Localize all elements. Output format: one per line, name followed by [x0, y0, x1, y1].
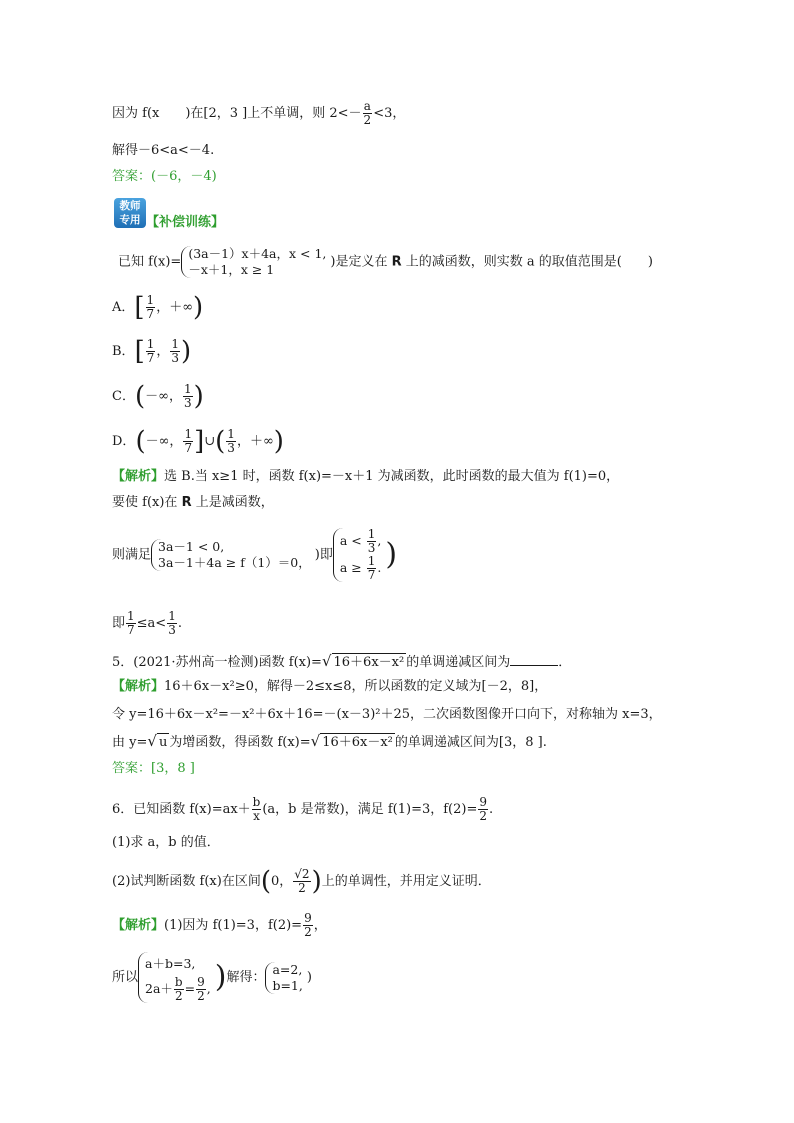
- solution-conclusion: 即 $\frac{1}{7}$ ≤a< $\frac{1}{3}$ .: [112, 609, 182, 637]
- solution-line-1: 【解析】选 B.当 x≥1 时，函数 f(x)=－x＋1 为减函数，此时函数的最大值为 f(1)=0，: [112, 469, 620, 484]
- supplementary-training-heading: 【补偿训练】: [146, 215, 225, 230]
- paragraph-monotonic-condition: 因为 f(x )在[2，3 ]上不单调，则 2<－ $\frac{a}{2}$ <3，: [112, 99, 406, 127]
- solution-5-line-3: 由 y=√ u 为增函数，得函数 f(x)=√ 16＋6x－x² 的单调递减区间为[3，8 ].: [112, 732, 547, 750]
- option-b[interactable]: B．[ $\frac{1}{7}$ ， $\frac{1}{3}$ ): [112, 336, 192, 367]
- question-6-part-2: (2)试判断函数 f(x)在区间(0， $\frac{√2}{2}$ )上的单调性，并用定义证明．: [112, 866, 491, 897]
- solution-line-2: 要使 f(x)在 R 上是减函数，: [112, 495, 274, 510]
- question-6-part-1: (1)求 a，b 的值．: [112, 835, 220, 850]
- solution-6-line-1: 【解析】(1)因为 f(1)=3，f(2)= $\frac{9}{2}$ ，: [112, 911, 327, 939]
- question-6: 6．已知函数 f(x)=ax＋ $\frac{b}{x}$ (a，b 是常数)，满足 f(1)=3，f(2)= $\frac{9}{2}$ .: [112, 795, 494, 823]
- question-5: 5．(2021·苏州高一检测)函数 f(x)=√ 16＋6x－x² 的单调递减区间为 ．: [112, 652, 572, 670]
- option-c[interactable]: C．(－∞， $\frac{1}{3}$ ): [112, 381, 204, 412]
- solution-system: 则满足 3a－1 < 0, 3a－1＋4a ≥ f（1）＝0， )即 a < $\frac{1}{3}$ , a ≥ $\frac{1}{7}$ . ): [112, 527, 398, 582]
- teacher-only-badge: 教师 专用: [114, 198, 146, 228]
- option-d[interactable]: D．(－∞， $\frac{1}{7}$ ]∪( $\frac{1}{3}$ ，＋∞): [112, 426, 284, 457]
- question-piecewise: 已知 f(x)= (3a－1）x＋4a，x < 1, －x＋1，x ≥ 1 )是定义在 R 上的减函数，则实数 a 的取值范围是( ): [118, 246, 653, 277]
- solution-6-system: 所以 a＋b=3, 2a＋ $\frac{b}{2}$ = $\frac{9}{2}$ , )解得： a=2, b=1, ): [112, 952, 312, 1003]
- answer-line: 答案：(－6，－4): [112, 169, 217, 184]
- answer-blank[interactable]: [510, 653, 558, 666]
- piecewise-brace: (3a－1）x＋4a，x < 1, －x＋1，x ≥ 1: [181, 246, 330, 278]
- paragraph-solve-result: 解得－6<a<－4.: [112, 143, 215, 158]
- solution-5-line-2: 令 y=16＋6x－x²=－x²＋6x＋16=－(x－3)²＋25，二次函数图像开口向下，对称轴为 x=3，: [112, 707, 662, 722]
- solution-5-line-1: 【解析】16＋6x－x²≥0，解得－2≤x≤8，所以函数的定义域为[－2，8]，: [112, 679, 548, 694]
- option-a[interactable]: A．[ $\frac{1}{7}$ ，＋∞): [112, 292, 204, 323]
- fraction: $\frac{a}{2}$: [363, 99, 372, 127]
- answer-5: 答案：[3，8 ]: [112, 761, 195, 776]
